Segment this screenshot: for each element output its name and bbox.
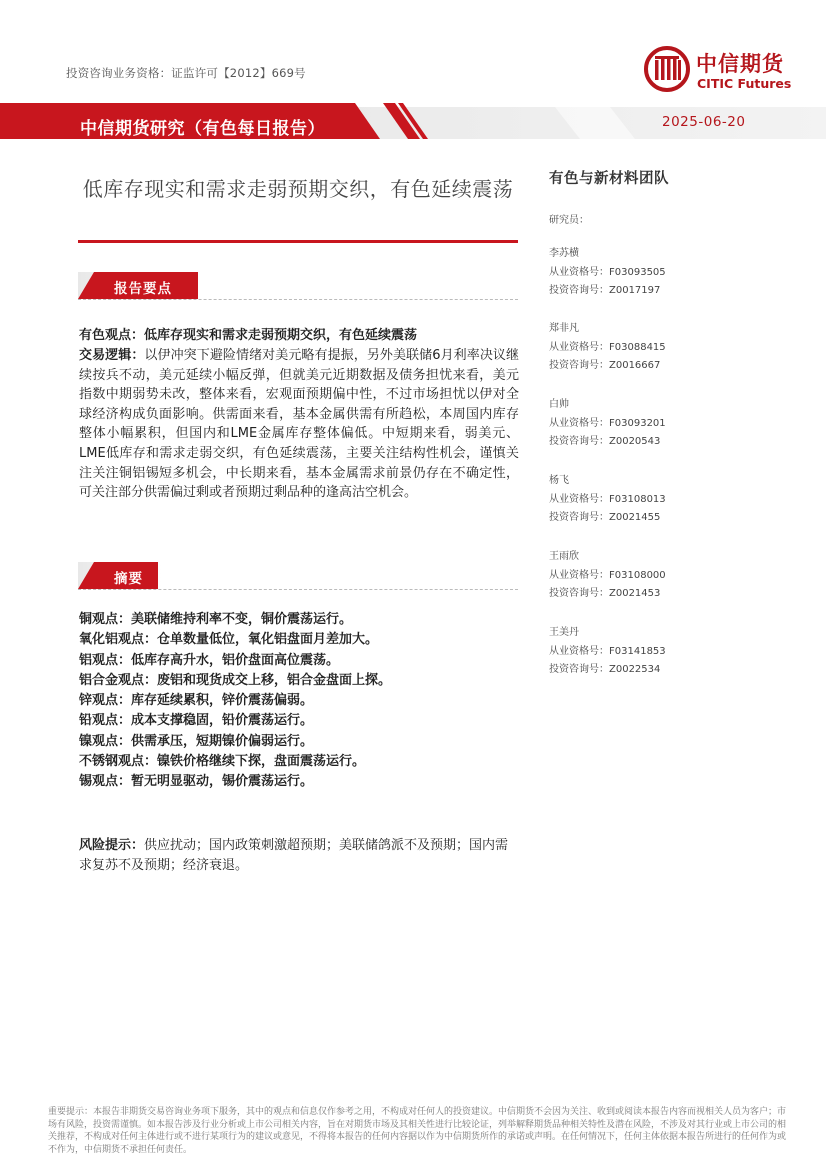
researcher-name: 王美丹 xyxy=(549,627,579,638)
summary-item-lead: 铅观点：成本支撑稳固，铅价震荡运行。 xyxy=(79,713,314,729)
researcher-cert: 从业资格号：F03108000 xyxy=(549,569,666,581)
researcher-advisor: 投资咨询号：Z0020543 xyxy=(549,436,661,447)
summary-item-stainless-steel: 不锈钢观点：镍铁价格继续下探，盘面震荡运行。 xyxy=(79,754,366,770)
summary-item-tin: 锡观点：暂无明显驱动，锡价震荡运行。 xyxy=(79,774,314,790)
researcher-card xyxy=(549,245,789,301)
researcher-name: 杨飞 xyxy=(549,475,569,486)
logo-english-name: CITIC Futures xyxy=(697,76,792,91)
risk-text: 供应扰动；国内政策刺激超预期；美联储鸽派不及预期；国内需求复苏不及预期；经济衰退。 xyxy=(79,838,509,873)
highlights-view xyxy=(79,326,519,346)
team-title: 有色与新材料团队 xyxy=(549,171,669,187)
highlights-logic xyxy=(79,346,519,503)
summary-item-copper: 铜观点：美联储维持利率不变，铜价震荡运行。 xyxy=(79,612,353,627)
researcher-advisor: 投资咨询号：Z0017197 xyxy=(549,285,661,296)
researcher-card xyxy=(549,548,789,604)
researcher-name: 王雨欣 xyxy=(549,551,579,562)
highlights-section-header xyxy=(78,272,518,300)
report-date: 2025-06-20 xyxy=(662,114,746,130)
citic-futures-logo xyxy=(644,46,804,94)
logic-label: 交易逻辑： xyxy=(79,348,145,363)
researcher-name: 郑非凡 xyxy=(549,323,579,334)
title-divider xyxy=(78,240,518,243)
researcher-cert: 从业资格号：F03141853 xyxy=(549,645,666,657)
researcher-cert: 从业资格号：F03088415 xyxy=(549,341,666,353)
section-dashed-divider xyxy=(78,589,518,590)
researcher-advisor: 投资咨询号：Z0016667 xyxy=(549,360,661,371)
report-title: 低库存现实和需求走弱预期交织，有色延续震荡 xyxy=(82,177,514,201)
citic-logo-icon xyxy=(644,46,690,92)
summary-list xyxy=(79,610,519,793)
risk-label: 风险提示： xyxy=(79,838,145,853)
view-text: 低库存现实和需求走弱预期交织，有色延续震荡 xyxy=(144,328,418,343)
researcher-name: 白帅 xyxy=(549,399,569,410)
researcher-cert: 从业资格号：F03108013 xyxy=(549,493,666,505)
summary-item-aluminum: 铝观点：低库存高升水，铝价盘面高位震荡。 xyxy=(79,652,340,668)
summary-item-aluminum-alloy: 铝合金观点：废铝和现货成交上移，铝合金盘面上探。 xyxy=(79,672,392,688)
summary-item-nickel: 镍观点：供需承压，短期镍价偏弱运行。 xyxy=(79,733,314,749)
researchers-label: 研究员： xyxy=(549,215,589,226)
section-dashed-divider xyxy=(78,299,518,300)
logic-text: 以伊冲突下避险情绪对美元略有提振，另外美联储6月利率决议继续按兵不动，美元延续小幅反弹，但就美元近期数据及债务担忧来看，美元指数中期弱势未改，整体来看，宏观面预期偏中性，不过市场担忧以伊对全球经济构成负面影响。供需面来看，基本金属供需有所趋松，本周国内库存整体小幅累积，但国内和LME金属库存整体偏低。中短期来看，弱美元、LME低库存和需求走弱交织，有色延续震荡，主要关注结构性机会，谨慎关注关注铜铝锡短多机会，中长期来看，基本金属需求前景仍存在不确定性，可关注部分供需偏过剩或者预期过剩品种的逢高沽空机会。 xyxy=(79,348,519,501)
researcher-advisor: 投资咨询号：Z0021455 xyxy=(549,512,661,523)
researcher-card xyxy=(549,624,789,680)
researcher-cert: 从业资格号：F03093201 xyxy=(549,417,666,429)
qualification-text: 投资咨询业务资格：证监许可【2012】669号 xyxy=(66,66,306,80)
researcher-advisor: 投资咨询号：Z0022534 xyxy=(549,664,661,675)
summary-section-header xyxy=(78,562,518,590)
highlights-section-label: 报告要点 xyxy=(114,281,172,297)
researcher-name: 李苏横 xyxy=(549,248,579,259)
summary-item-alumina: 氧化铝观点：仓单数量低位，氧化铝盘面月差加大。 xyxy=(79,632,379,648)
summary-section-label: 摘要 xyxy=(114,571,143,587)
researcher-card xyxy=(549,396,789,452)
researcher-card xyxy=(549,472,789,528)
researcher-card xyxy=(549,320,789,376)
researcher-advisor: 投资咨询号：Z0021453 xyxy=(549,588,661,599)
report-banner xyxy=(0,101,826,145)
logo-chinese-name: 中信期货 xyxy=(696,52,784,76)
risk-warning xyxy=(79,836,519,875)
banner-title: 中信期货研究（有色每日报告） xyxy=(80,119,325,139)
disclaimer-footer: 重要提示：本报告非期货交易咨询业务项下服务，其中的观点和信息仅作参考之用，不构成对任何人的投资建议。中信期货不会因为关注、收到或阅读本报告内容而视相关人员为客户；市场有风险，投资需谨慎。如本报告涉及行业分析或上市公司相关内容，旨在对期货市场及其相关性进行比较论证，列举解释期货品种相关特性及潜在风险，不涉及对其行业或上市公司的相关推荐，不构成对任何主体进行或不进行某项行为的建议或意见，不得将本报告的任何内容据以作为中信期货所作的承诺或声明。在任何情况下，任何主体依据本报告所进行的任何作为或不作为，中信期货不承担任何责任。 xyxy=(48,1107,787,1155)
researcher-cert: 从业资格号：F03093505 xyxy=(549,266,666,278)
view-label: 有色观点： xyxy=(79,328,145,343)
summary-item-zinc: 锌观点：库存延续累积，锌价震荡偏弱。 xyxy=(79,693,314,709)
